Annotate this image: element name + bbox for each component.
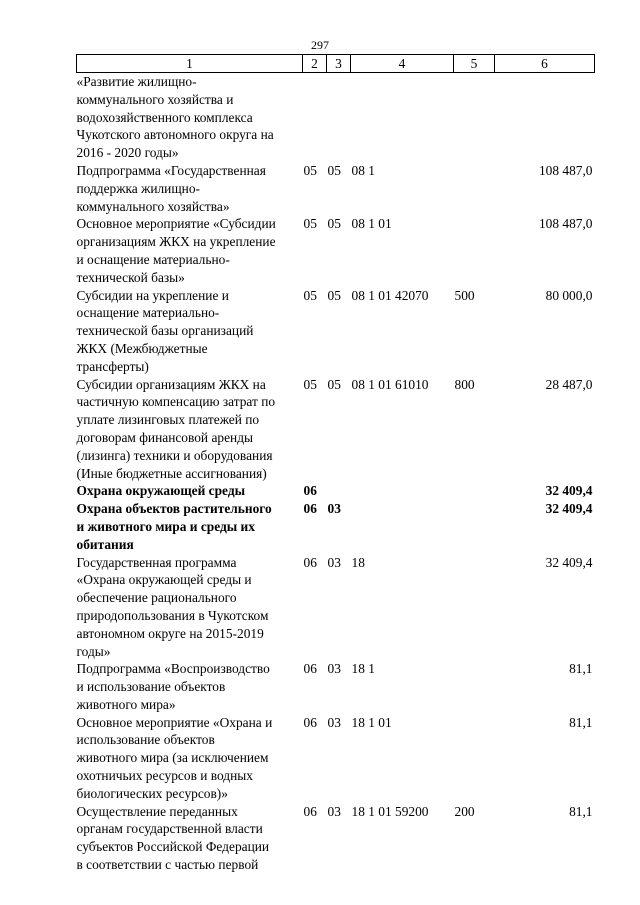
cell-section: 05 [303,376,317,392]
cell-section: 06 [303,554,317,570]
cell-expense-type [454,215,495,286]
cell-amount: 32 409,4 [545,483,593,499]
cell-amount: 32 409,4 [545,501,593,517]
table-body [77,73,595,874]
cell-amount [495,73,595,162]
cell-expense-type [454,500,495,553]
table-row [77,162,595,215]
cell-expense-type [454,482,495,500]
cell-expense-type [454,162,495,215]
cell-expense-type: 500 [454,287,475,303]
table-row [77,500,595,553]
cell-target-article: 08 1 01 42070 [351,287,429,303]
cell-section: 06 [303,501,317,517]
cell-subsection: 05 [327,376,341,392]
cell-target-article: 08 1 [351,162,375,178]
header-col-3: 3 [327,55,351,73]
cell-target-article: 18 [351,554,365,570]
table-row [77,803,595,874]
table-row [77,554,595,661]
cell-target-article: 18 1 [351,661,375,677]
cell-amount: 28 487,0 [545,376,593,392]
cell-target-article: 18 1 01 59200 [351,803,429,819]
cell-subsection: 05 [327,216,341,232]
header-col-5: 5 [454,55,495,73]
cell-section: 05 [303,216,317,232]
cell-subsection: 03 [327,803,341,819]
cell-subsection [327,73,351,162]
cell-target-article [351,500,454,553]
cell-subsection: 03 [327,714,341,730]
cell-amount: 80 000,0 [545,287,593,303]
cell-name: Охрана окружающей среды [76,483,246,499]
cell-subsection: 05 [327,162,341,178]
cell-name: Основное мероприятие «Субсидии организациям ЖКХ на укрепление и оснащение материально- технической базы» [76,216,276,285]
header-col-4: 4 [351,55,454,73]
cell-name: Подпрограмма «Государственная поддержка жилищно- коммунального хозяйства» [76,162,266,214]
cell-subsection: 05 [327,287,341,303]
cell-amount: 108 487,0 [538,216,593,232]
table-row [77,215,595,286]
table-row [77,73,595,162]
cell-name: Основное мероприятие «Охрана и использование объектов животного мира (за исключением охотничьих ресурсов и водных биологических ресурсов)» [76,714,273,801]
header-col-2: 2 [303,55,327,73]
table-row [77,714,595,803]
cell-expense-type [454,660,495,713]
table-row [77,660,595,713]
cell-subsection: 03 [327,661,341,677]
cell-section [303,73,327,162]
cell-subsection: 03 [327,501,341,517]
cell-section: 06 [303,483,317,499]
cell-expense-type [454,714,495,803]
cell-section: 06 [303,714,317,730]
header-row [77,55,595,73]
cell-name: Субсидии организациям ЖКХ на частичную компенсацию затрат по уплате лизинговых платежей по договорам финансовой аренды (лизинга) техники и оборудования (Иные бюджетные ассигнования) [76,376,276,481]
cell-amount: 108 487,0 [538,162,593,178]
page-number: 297 [311,38,329,52]
cell-name: Государственная программа «Охрана окружающей среды и обеспечение рационального природопользования в Чукотском автономном округе на 2015-2019 годы» [76,554,269,659]
cell-section: 06 [303,661,317,677]
table-row [77,482,595,500]
table-row [77,376,595,483]
cell-section: 06 [303,803,317,819]
cell-target-article: 08 1 01 [351,216,392,232]
cell-name: Подпрограмма «Воспроизводство и использование объектов животного мира» [76,661,270,712]
cell-expense-type: 200 [454,803,475,819]
cell-name: Субсидии на укрепление и оснащение материально- технической базы организаций ЖКХ (Межбюджетные трансферты) [76,287,254,374]
table-row [77,287,595,376]
cell-name: Осуществление переданных органам государственной власти субъектов Российской Федерации в соответствии с частью первой [76,803,270,873]
table-header [77,55,595,73]
cell-amount: 81,1 [569,661,593,677]
cell-expense-type: 800 [454,376,475,392]
cell-section: 05 [303,162,317,178]
cell-target-article [351,73,454,162]
cell-target-article: 18 1 01 [351,714,392,730]
cell-expense-type [454,73,495,162]
cell-subsection: 03 [327,554,341,570]
cell-target-article: 08 1 01 61010 [351,376,429,392]
header-col-6: 6 [495,55,595,73]
header-col-1: 1 [77,55,303,73]
cell-name: «Развитие жилищно- коммунального хозяйства и водохозяйственного комплекса Чукотского автономного округа на 2016 - 2020 годы» [76,74,274,161]
cell-amount: 81,1 [569,803,593,819]
cell-subsection [327,482,351,500]
cell-section: 05 [303,287,317,303]
cell-amount: 81,1 [569,714,593,730]
cell-amount: 32 409,4 [545,554,593,570]
cell-expense-type [454,554,495,661]
budget-table [76,54,595,874]
cell-target-article [351,482,454,500]
cell-name: Охрана объектов растительного и животного мира и среды их обитания [76,501,272,552]
